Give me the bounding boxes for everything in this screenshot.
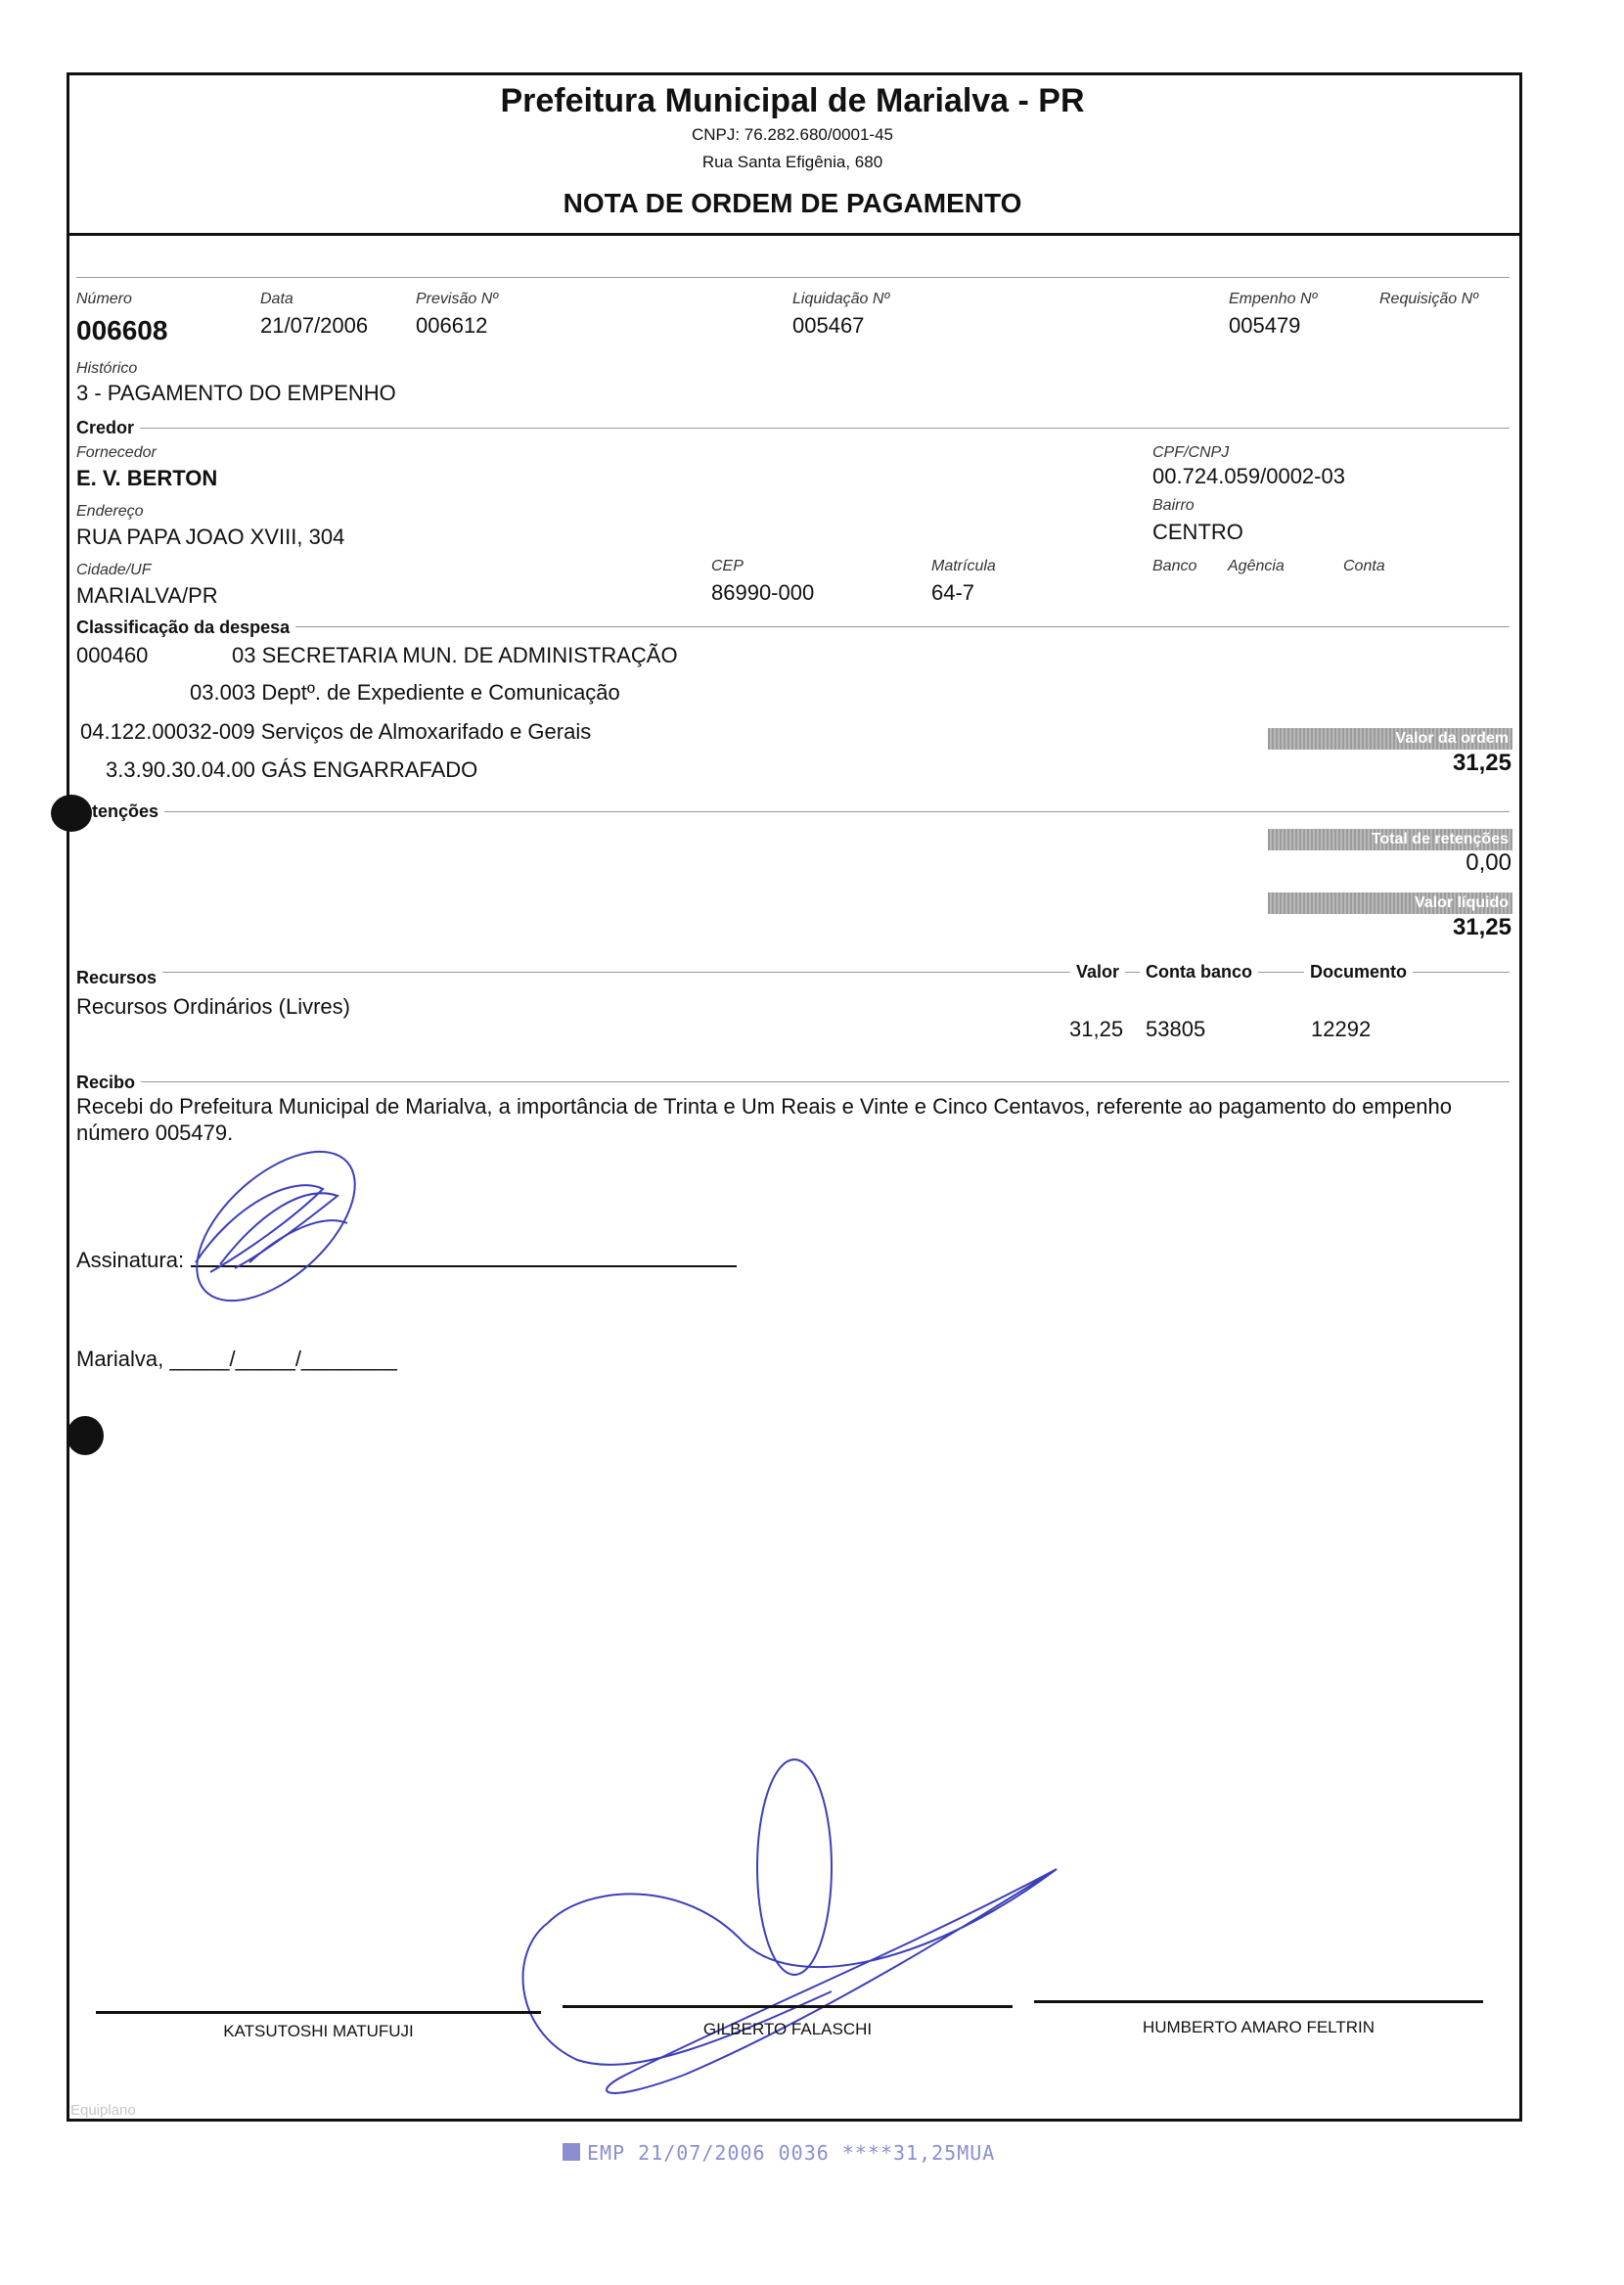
previsao-value: 006612 [416, 313, 488, 338]
signature-line-3 [1034, 2000, 1483, 2003]
data-label: Data [260, 291, 293, 307]
document-title: NOTA DE ORDEM DE PAGAMENTO [563, 188, 1022, 218]
classificacao-line-1: 03 SECRETARIA MUN. DE ADMINISTRAÇÃO [232, 643, 678, 667]
banco-label: Banco [1152, 558, 1197, 574]
payment-stamp: EMP 21/07/2006 0036 ****31,25MUA [587, 2141, 996, 2165]
numero-value: 006608 [76, 315, 168, 345]
classificacao-line-4: 3.3.90.30.04.00 GÁS ENGARRAFADO [106, 757, 478, 782]
liquidacao-label: Liquidação Nº [792, 291, 890, 307]
local-date: Marialva, _____/_____/________ [76, 1347, 397, 1371]
cpf-label: CPF/CNPJ [1152, 444, 1230, 461]
valor-ordem-label: Valor da ordem [1268, 728, 1512, 750]
recursos-documento-header: Documento [1304, 962, 1413, 983]
cep-value: 86990-000 [711, 580, 815, 605]
cpf-value: 00.724.059/0002-03 [1152, 464, 1345, 488]
recursos-valor: 31,25 [1069, 1017, 1124, 1041]
retencoes-section: tenções [92, 801, 164, 822]
signatory-1: KATSUTOSHI MATUFUJI [223, 2022, 414, 2040]
recursos-documento: 12292 [1311, 1017, 1372, 1041]
historico-label: Histórico [76, 360, 138, 377]
recursos-valor-header: Valor [1070, 962, 1125, 983]
cidade-label: Cidade/UF [76, 562, 152, 578]
fornecedor-label: Fornecedor [76, 444, 157, 461]
fornecedor-value: E. V. BERTON [76, 466, 218, 490]
recursos-section: Recursos [76, 968, 162, 988]
conta-label: Conta [1343, 558, 1385, 574]
recursos-conta-header: Conta banco [1140, 962, 1258, 983]
recibo-section: Recibo [76, 1073, 141, 1093]
cnpj-text: CNPJ: 76.282.680/0001-45 [691, 125, 894, 144]
signature-line-2 [563, 2005, 1013, 2008]
page-title: Prefeitura Municipal de Marialva - PR [500, 82, 1085, 119]
stamp-mark [563, 2143, 580, 2161]
cidade-value: MARIALVA/PR [76, 583, 218, 608]
empenho-value: 005479 [1229, 313, 1301, 338]
valor-ordem-value: 31,25 [1452, 750, 1511, 776]
total-retencoes-label: Total de retenções [1268, 829, 1512, 850]
classificacao-section: Classificação da despesa [76, 617, 295, 638]
assinatura-label: Assinatura: [76, 1248, 185, 1272]
address-text: Rua Santa Efigênia, 680 [701, 153, 883, 171]
previsao-label: Previsão Nº [416, 291, 499, 307]
empenho-label: Empenho Nº [1229, 291, 1318, 307]
requisicao-label: Requisição Nº [1379, 291, 1478, 307]
signatory-3: HUMBERTO AMARO FELTRIN [1142, 2018, 1376, 2036]
classificacao-line-2: 03.003 Deptº. de Expediente e Comunicação [190, 680, 620, 705]
signatory-2: GILBERTO FALASCHI [702, 2020, 873, 2038]
bairro-value: CENTRO [1152, 520, 1243, 544]
total-retencoes-value: 0,00 [1466, 849, 1511, 876]
bairro-label: Bairro [1152, 497, 1195, 514]
recursos-conta: 53805 [1146, 1017, 1206, 1041]
endereco-value: RUA PAPA JOAO XVIII, 304 [76, 525, 345, 549]
recursos-descricao: Recursos Ordinários (Livres) [76, 994, 350, 1019]
credor-section: Credor [76, 418, 140, 438]
valor-liquido-value: 31,25 [1452, 914, 1511, 940]
endereco-label: Endereço [76, 503, 144, 520]
agencia-label: Agência [1228, 558, 1285, 574]
signature-line-1 [96, 2011, 541, 2014]
valor-liquido-label: Valor líquido [1268, 892, 1512, 914]
software-watermark: Equiplano [70, 2102, 136, 2119]
historico-value: 3 - PAGAMENTO DO EMPENHO [76, 381, 396, 405]
classificacao-line-3: 04.122.00032-009 Serviços de Almoxarifado e Gerais [80, 719, 592, 744]
classificacao-code: 000460 [76, 643, 149, 667]
recibo-text: Recebi do Prefeitura Municipal de Marialva, a importância de Trinta e Um Reais e Vinte e Cinco Centavos, referente ao pagamento do empenho número 005479. [76, 1094, 1452, 1145]
matricula-value: 64-7 [931, 580, 975, 605]
cep-label: CEP [711, 558, 744, 574]
matricula-label: Matrícula [931, 558, 996, 574]
liquidacao-value: 005467 [792, 313, 865, 338]
numero-label: Número [76, 291, 132, 307]
data-value: 21/07/2006 [260, 313, 369, 338]
